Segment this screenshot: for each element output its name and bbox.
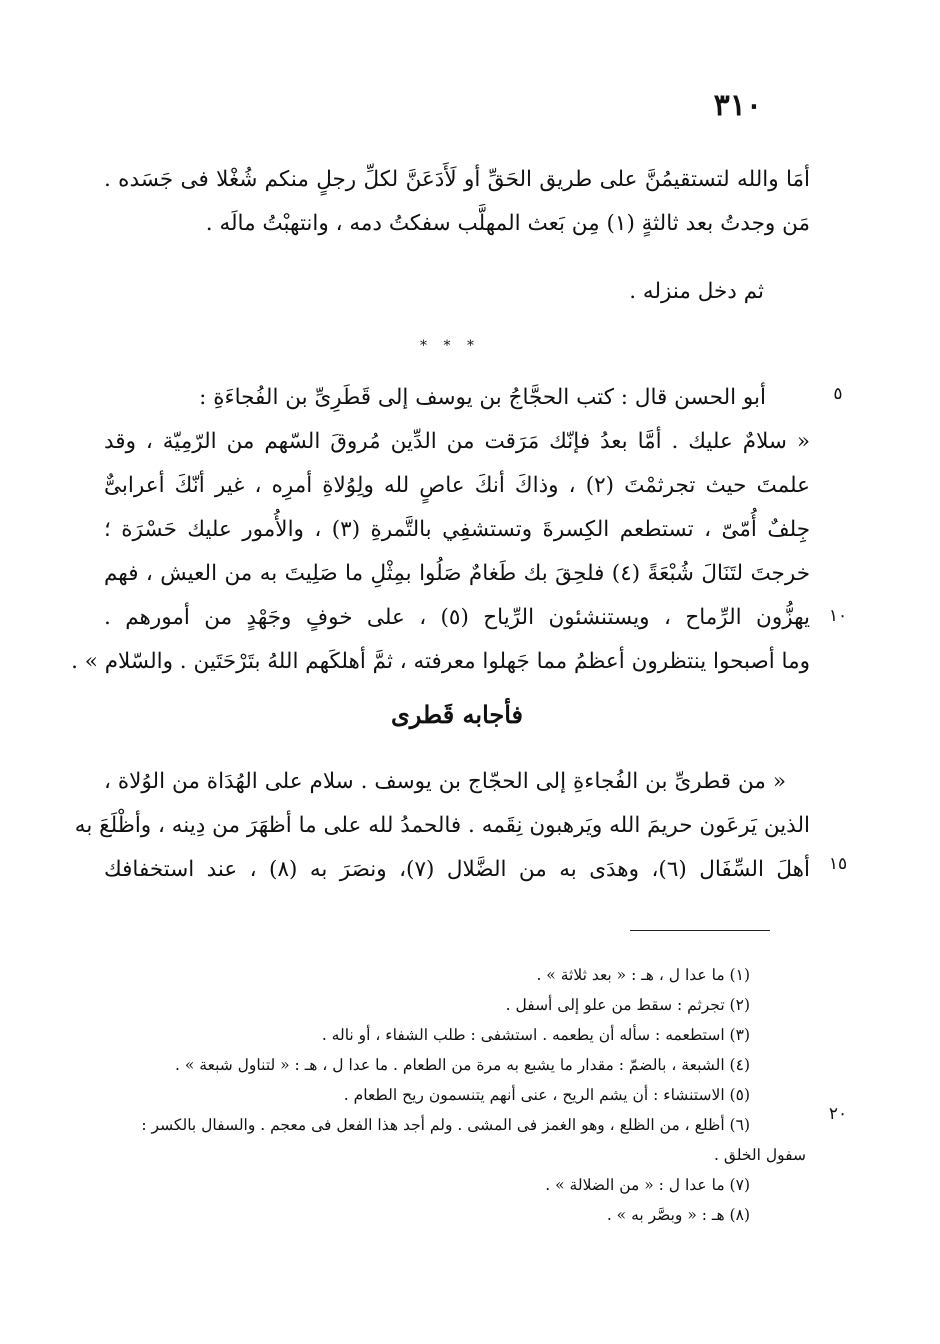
paragraph-1	[104, 158, 810, 246]
footnote: (٨) هـ : « وبصَّر به » .	[606, 1206, 750, 1224]
page-number: ٣١٠	[713, 88, 762, 123]
paragraph-4	[74, 760, 810, 892]
text-line: أمَا والله لتستقيمُنَّ على طريق الحَقِّ أو لَأَدَعَنَّ لكلِّ رجلٍ منكم شُغْلا فى جَسَده .	[104, 167, 810, 192]
footnote: (٤) الشبعة ، بالضمّ : مقدار ما يشبع به مرة من الطعام . ما عدا ل ، هـ : « لتناول شبعة » .	[175, 1056, 750, 1074]
paragraph-2	[104, 270, 810, 314]
footnote: (١) ما عدا ل ، هـ : « بعد ثلاثة » .	[536, 966, 750, 984]
text-line: أهلَ السِّفَال (٦)، وهدَى به من الضَّلال (٧)، ونصَرَ به (٨) ، عند استخفافك	[104, 857, 810, 882]
text-line: « من قطرىِّ بن الفُجاءةِ إلى الحجّاج بن يوسف . سلام على الهُدَاة من الوُلاة ،	[104, 769, 786, 794]
text-line: يهزُّون الرِّماح ، ويستنشئون الرِّياح (٥) ، على خوفٍ وجَهْدٍ من أمورهم .	[104, 605, 810, 630]
footnote-divider	[630, 930, 770, 931]
footnote: (٢) تجرثم : سقط من علو إلى أسفل .	[505, 996, 750, 1014]
line-number-15: ١٥	[828, 854, 848, 874]
text-line: جِلفٌ أُمّىّ ، تستطعم الكِسرةَ وتستشفِي بالتَّمرةِ (٣) ، والأُمور عليك حَسْرَة ؛	[104, 517, 810, 542]
paragraph-3	[71, 376, 811, 684]
footnote-continuation: سفول الخلق .	[714, 1146, 806, 1164]
footnote: (٧) ما عدا ل : « من الضلالة » .	[545, 1176, 750, 1194]
footnote: (٣) استطعمه : سأله أن يطعمه . استشفى : طلب الشفاء ، أو ناله .	[321, 1026, 750, 1044]
text-line: خرجتَ لتَنَالَ شُبْعَةً (٤) فلحِقَ بك طَغامٌ صَلُوا بمِثْلِ ما صَلِيتَ به من العيش ، فهم	[104, 561, 811, 586]
line-number-10: ١٠	[828, 606, 848, 626]
text-line: « سلامٌ عليك . أمَّا بعدُ فإنّك مَرَقت من الدِّين مُروقَ السّهم من الرّمِيّة ، وقد	[104, 429, 810, 454]
line-number-5: ٥	[833, 384, 843, 404]
footnote: (٦) أظلع ، من الظلع ، وهو الغمز فى المشى . ولم أجد هذا الفعل فى معجم . والسفال بالكسر :	[141, 1116, 750, 1134]
footnote: (٥) الاستنشاء : أن يشم الريح ، عنى أنهم يتنسمون ريح الطعام .	[343, 1086, 750, 1104]
text-line: أبو الحسن قال : كتب الحجَّاجُ بن يوسف إلى قَطَرِىِّ بن الفُجاءَةِ :	[199, 385, 766, 410]
text-line: علمتَ حيث تجرثمْتَ (٢) ، وذاكَ أنكَ عاصٍ لله ولِوُلاةِ أمرِه ، غير أنّكَ أعرابىٌّ	[104, 473, 810, 498]
footnotes	[104, 960, 806, 1230]
text-line: الذين يَرعَون حريمَ الله ويَرهبون نِقَمه . فالحمدُ لله على ما أظهَرَ من دِينه ، وأظْلَعَ به	[74, 813, 810, 838]
line-number-20: ٢٠	[828, 1104, 848, 1124]
section-heading: فأجابه قَطرى	[390, 700, 524, 729]
text-line: مَن وجدتُ بعد ثالثةٍ (١) مِن بَعث المهلَّب سفكتُ دمه ، وانتهبْتُ مالَه .	[205, 211, 810, 236]
text-line: وما أصبحوا ينتظرون أعظمُ مما جَهلوا معرفته ، ثمَّ أهلكَهم اللهُ بتَرْحَتَين . والسّلام » .	[71, 649, 810, 674]
section-separator: * * *	[420, 338, 480, 354]
text-line: ثم دخل منزله .	[629, 279, 764, 304]
